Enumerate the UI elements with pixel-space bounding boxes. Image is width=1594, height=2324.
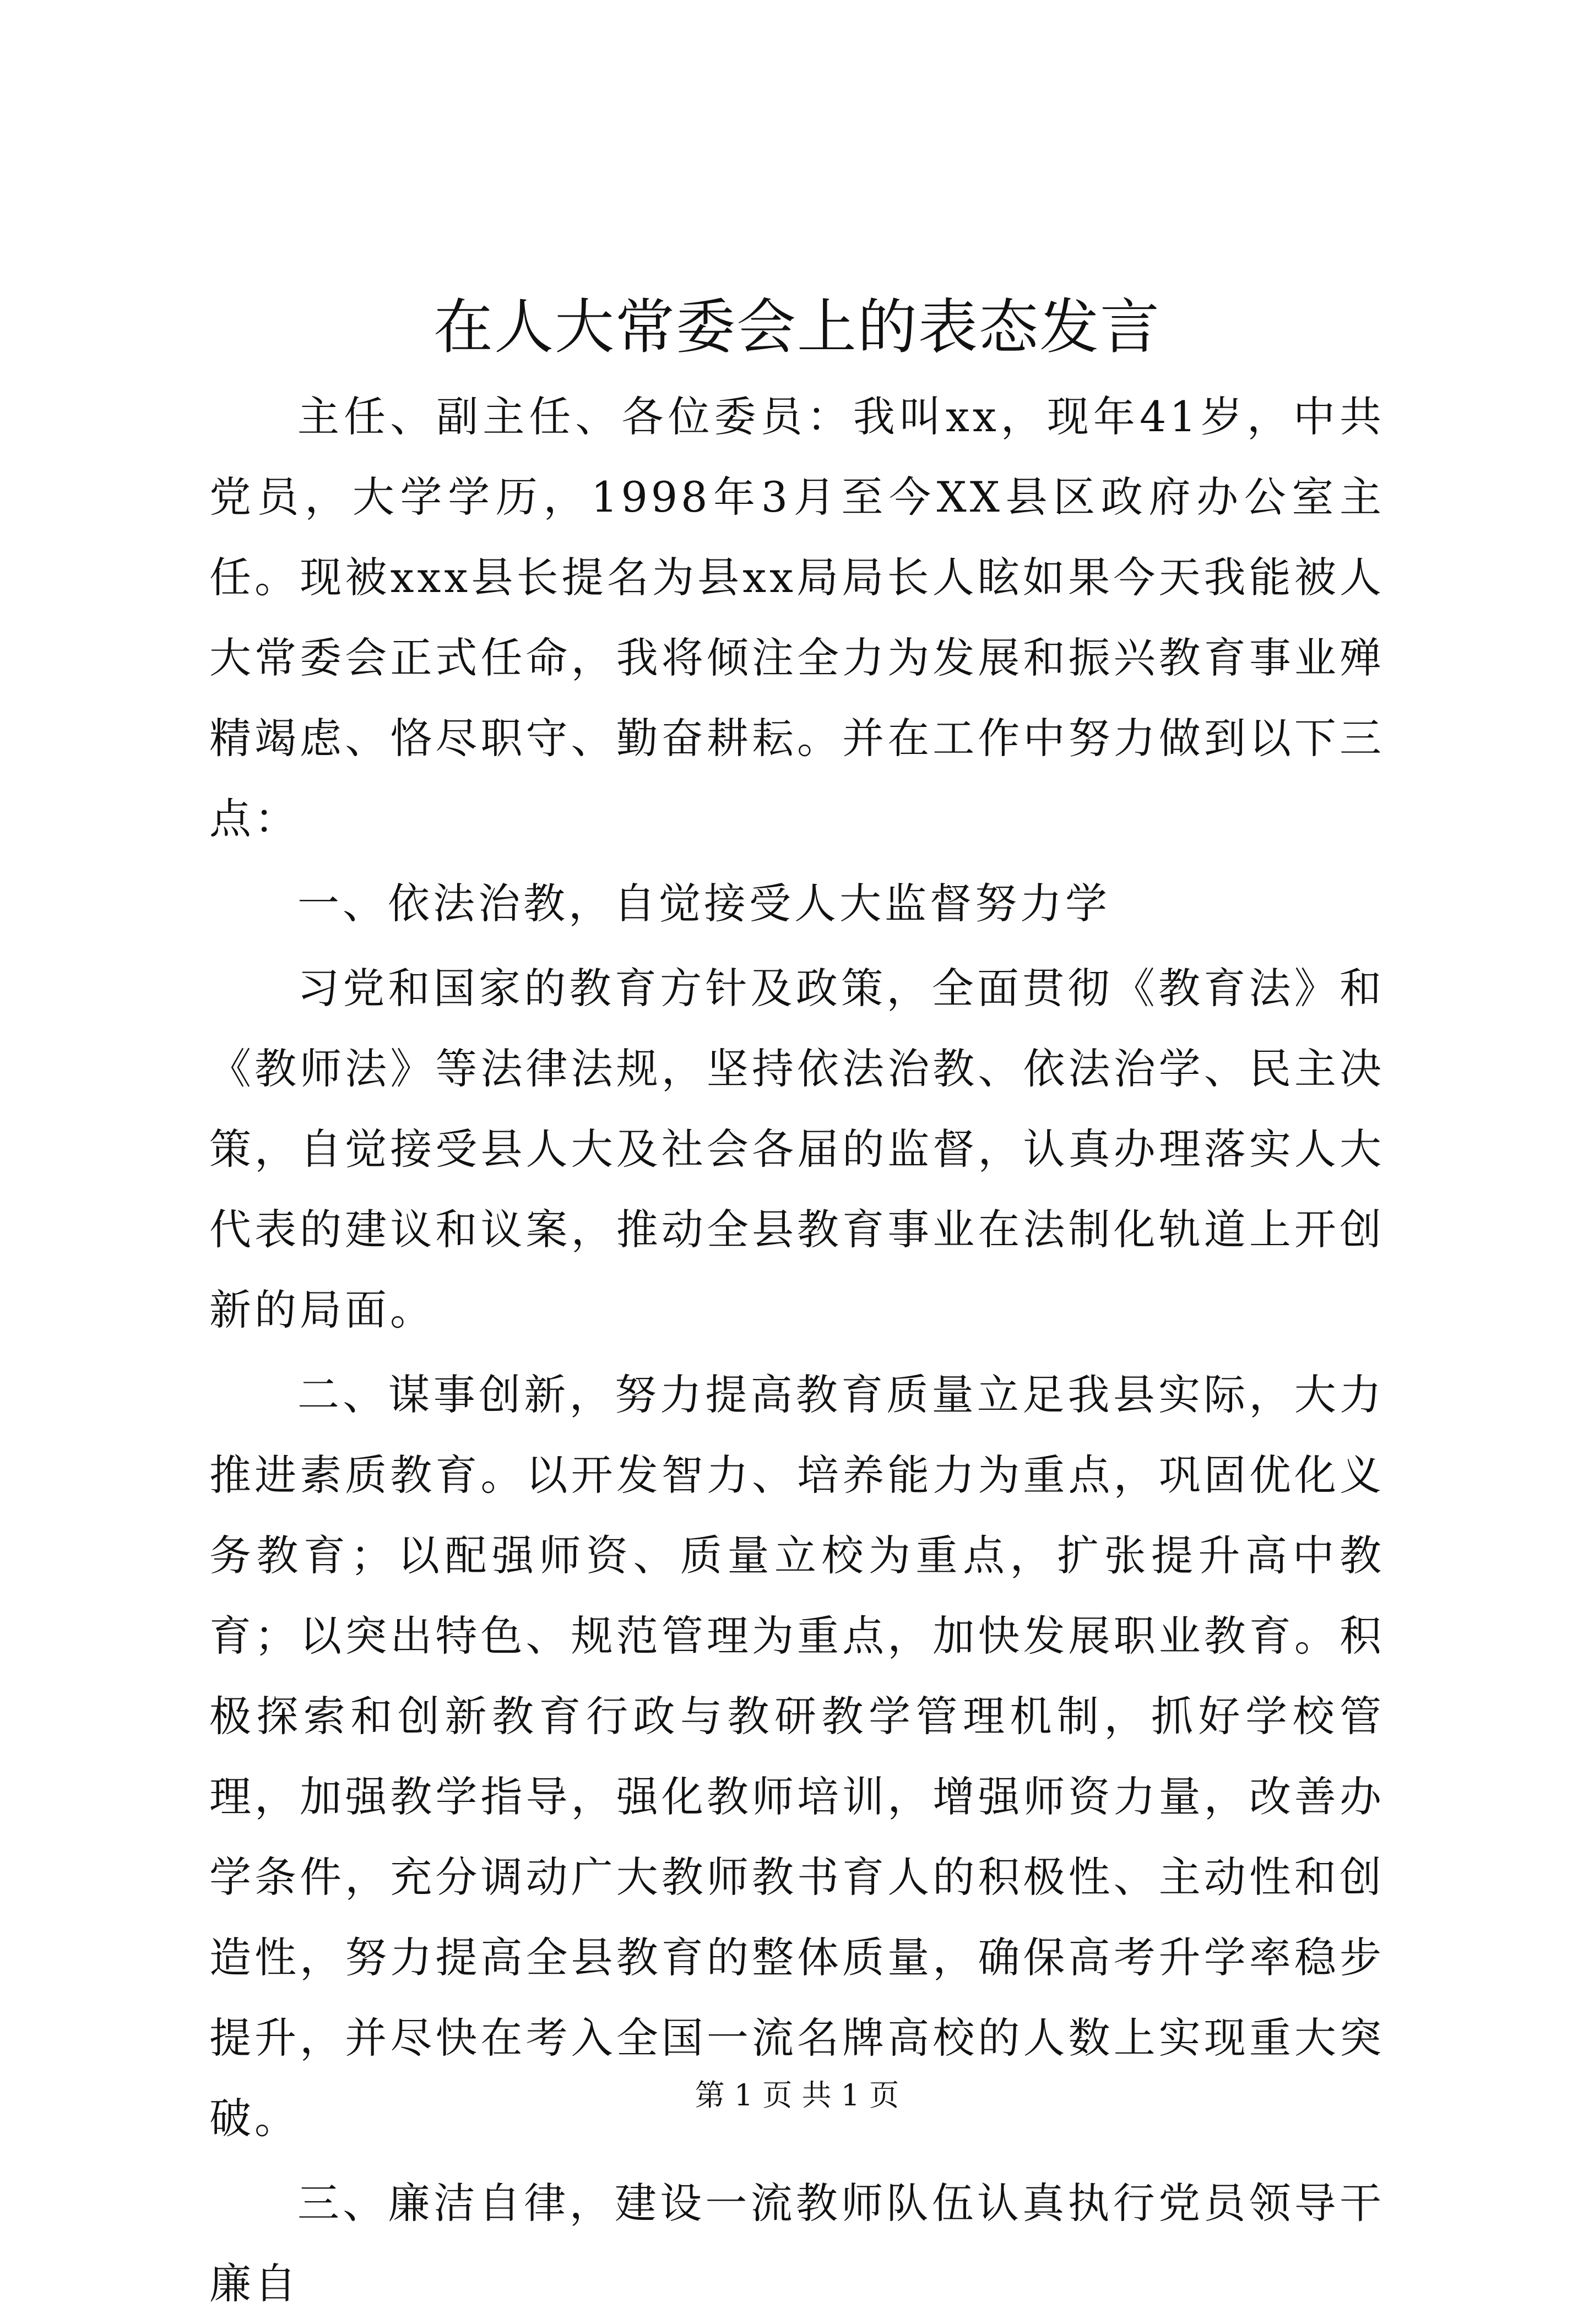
page-number-footer: 第 1 页 共 1 页: [695, 2078, 899, 2113]
paragraph-point-one-heading: 一、依法治教，自觉接受人大监督努力学: [297, 879, 1110, 928]
paragraph-point-one-body: 习党和国家的教育方针及政策，全面贯彻《教育法》和《教师法》等法律法规，坚持依法治教、依法治学、民主决策，自觉接受县人大及社会各届的监督，认真办理落实人大代表的建议和议案，推动全县教育事业在法制化轨道上开创新的局面。: [209, 964, 1385, 1334]
document-title: 在人大常委会上的表态发言: [433, 293, 1161, 362]
paragraph-point-three: 三、廉洁自律，建设一流教师队伍认真执行党员领导干廉自: [209, 2179, 1385, 2308]
paragraph-point-two: 二、谋事创新，努力提高教育质量立足我县实际，大力推进素质教育。以开发智力、培养能力为重点，巩固优化义务教育；以配强师资、质量立校为重点，扩张提升高中教育；以突出特色、规范管理为重点，加快发展职业教育。积极探索和创新教育行政与教研教学管理机制，抓好学校管理，加强教学指导，强化教师培训，增强师资力量，改善办学条件，充分调动广大教师教书育人的积极性、主动性和创造性，努力提高全县教育的整体质量，确保高考升学率稳步提升，并尽快在考入全国一流名牌高校的人数上实现重大突破。: [209, 1370, 1385, 2143]
paragraph-intro: 主任、副主任、各位委员：我叫xx，现年41岁，中共党员，大学学历，1998年3月至今XX县区政府办公室主任。现被xxx县长提名为县xx局局长人眩如果今天我能被人大常委会正式任命，我将倾注全力为发展和振兴教育事业殚精竭虑、恪尽职守、勤奋耕耘。并在工作中努力做到以下三点：: [209, 392, 1385, 843]
document-body: [209, 377, 1385, 2324]
